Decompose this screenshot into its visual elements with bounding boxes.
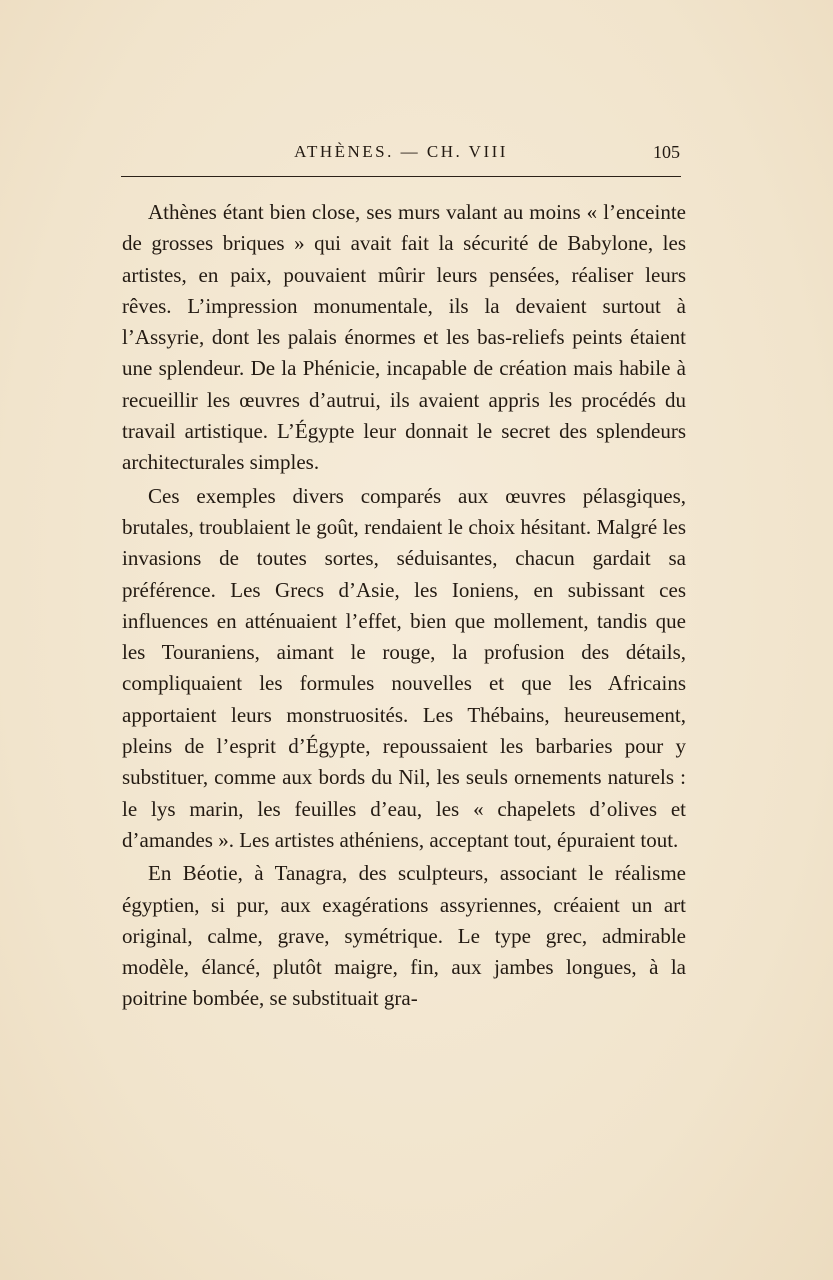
running-head [120,140,682,166]
header-rule [121,176,681,177]
page-number: 105 [653,142,680,162]
paragraph: Ces exemples divers comparés aux œuvres pélasgiques, brutales, troublaient le goût, rendaient le choix hésitant. Malgré les invasions de toutes sortes, séduisantes, chacun gardait sa préférence. Les Grecs d’Asie, les Ioniens, en subissant ces influences en atténuaient l’effet, bien que mollement, tandis que les Touraniens, aimant le rouge, la profusion des détails, compliquaient les formules nouvelles et que les Africains apportaient leurs monstruosités. Les Thébains, heureusement, pleins de l’esprit d’Égypte, repoussaient les barbaries pour y substituer, comme aux bords du Nil, les seuls ornements naturels : le lys marin, les feuilles d’eau, les « chapelets d’olives et d’amandes ». Les artistes athéniens, acceptant tout, épuraient tout. [122,483,686,852]
paragraph: En Béotie, à Tanagra, des sculpteurs, associant le réalisme égyptien, si pur, aux exagérations assyriennes, créaient un art original, calme, grave, symétrique. Le type grec, admirable modèle, élancé, plutôt maigre, fin, aux jambes longues, à la poitrine bombée, se substituait gra- [122,861,686,1011]
paragraph: Athènes étant bien close, ses murs valant au moins « l’enceinte de grosses briques » qui avait fait la sécurité de Babylone, les artistes, en paix, pouvaient mûrir leurs pensées, réaliser leurs rêves. L’impression monumentale, ils la devaient surtout à l’Assyrie, dont les palais énormes et les bas-reliefs peints étaient une splendeur. De la Phénicie, incapable de création mais habile à recueillir les œuvres d’autrui, ils avaient appris les procédés du travail artistique. L’Égypte leur donnait le secret des splendeurs architecturales simples. [122,200,686,475]
body-text [122,197,686,1017]
running-title: ATHÈNES. — CH. VIII [294,142,508,161]
